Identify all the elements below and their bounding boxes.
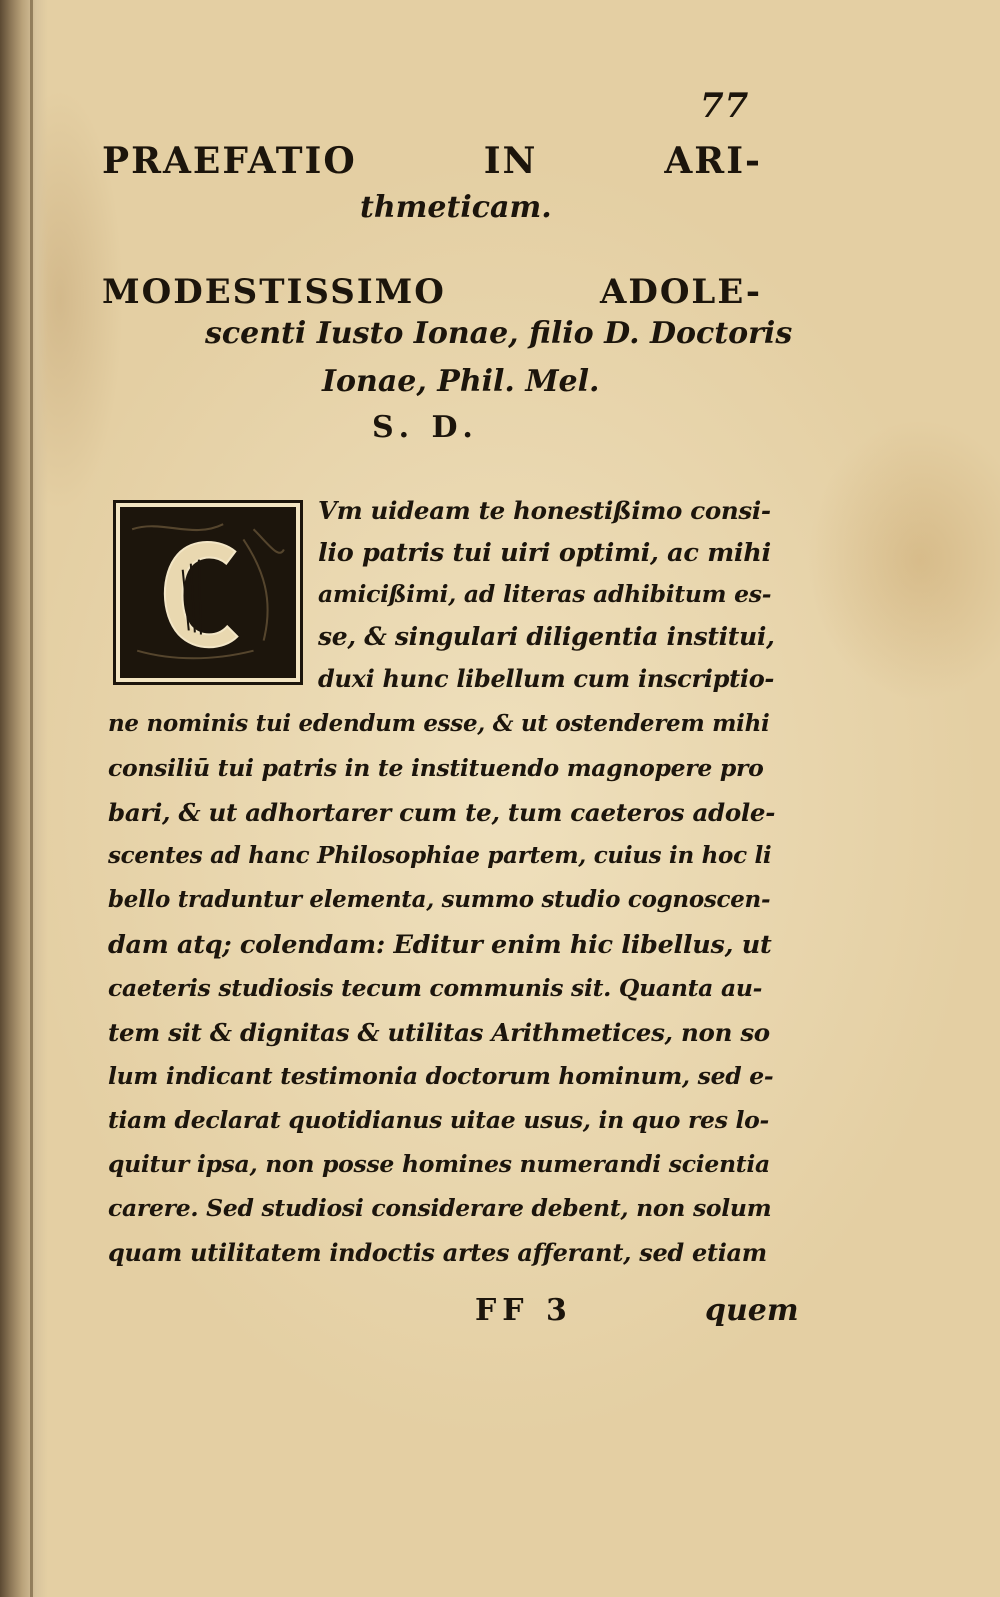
initial-c-icon <box>122 509 294 676</box>
page-number: 77 <box>700 86 750 126</box>
woodcut-background <box>120 507 296 678</box>
body-line: dam atq; colendam: Editur enim hic libellus, ut <box>108 930 772 960</box>
dedication-line-1 <box>102 272 762 312</box>
dedication-word: MODESTISSIMO <box>102 272 446 312</box>
decorated-initial <box>113 500 303 685</box>
signature-mark: FF 3 <box>475 1293 573 1328</box>
body-line: consiliū tui patris in te instituendo magnopere pro <box>108 754 764 782</box>
body-line: ne nominis tui edendum esse, & ut ostenderem mihi <box>108 710 770 737</box>
catchword: quem <box>705 1293 799 1328</box>
heading-word: ARI- <box>664 140 762 182</box>
dedication-salutation: S. D. <box>372 410 479 445</box>
body-line: duxi hunc libellum cum inscriptio- <box>318 664 775 693</box>
dedication-line-3: Ionae, Phil. Mel. <box>322 364 600 399</box>
page-gutter <box>0 0 48 1597</box>
heading-word: IN <box>483 140 538 182</box>
dedication-line-2: scenti Iusto Ionae, filio D. Doctoris <box>205 316 793 351</box>
body-line: amicißimi, ad literas adhibitum es- <box>318 580 772 608</box>
body-line: quam utilitatem indoctis artes afferant, sed etiam <box>108 1238 767 1267</box>
body-line: tem sit & dignitas & utilitas Arithmetices, non so <box>108 1018 770 1047</box>
heading-line <box>102 140 762 182</box>
body-line: bari, & ut adhortarer cum te, tum caeteros adole- <box>108 798 776 827</box>
body-line: se, & singulari diligentia institui, <box>318 622 775 651</box>
body-line: carere. Sed studiosi considerare debent, non solum <box>108 1194 772 1222</box>
body-line: quitur ipsa, non posse homines numerandi scientia <box>108 1150 770 1178</box>
heading-continuation: thmeticam. <box>360 190 552 225</box>
body-line: lio patris tui uiri optimi, ac mihi <box>318 538 771 568</box>
body-line: lum indicant testimonia doctorum hominum, sed e- <box>108 1062 774 1090</box>
gutter-fold <box>30 0 33 1597</box>
body-line: tiam declarat quotidianus uitae usus, in quo res lo- <box>108 1106 769 1134</box>
body-line: caeteris studiosis tecum communis sit. Quanta au- <box>108 974 763 1002</box>
body-line: Vm uideam te honestißimo consi- <box>318 496 771 525</box>
body-line: scentes ad hanc Philosophiae partem, cuius in hoc li <box>108 842 772 869</box>
heading-word: PRAEFATIO <box>102 140 357 182</box>
body-line: bello traduntur elementa, summo studio cognoscen- <box>108 886 771 913</box>
dedication-word: ADOLE- <box>599 272 762 312</box>
